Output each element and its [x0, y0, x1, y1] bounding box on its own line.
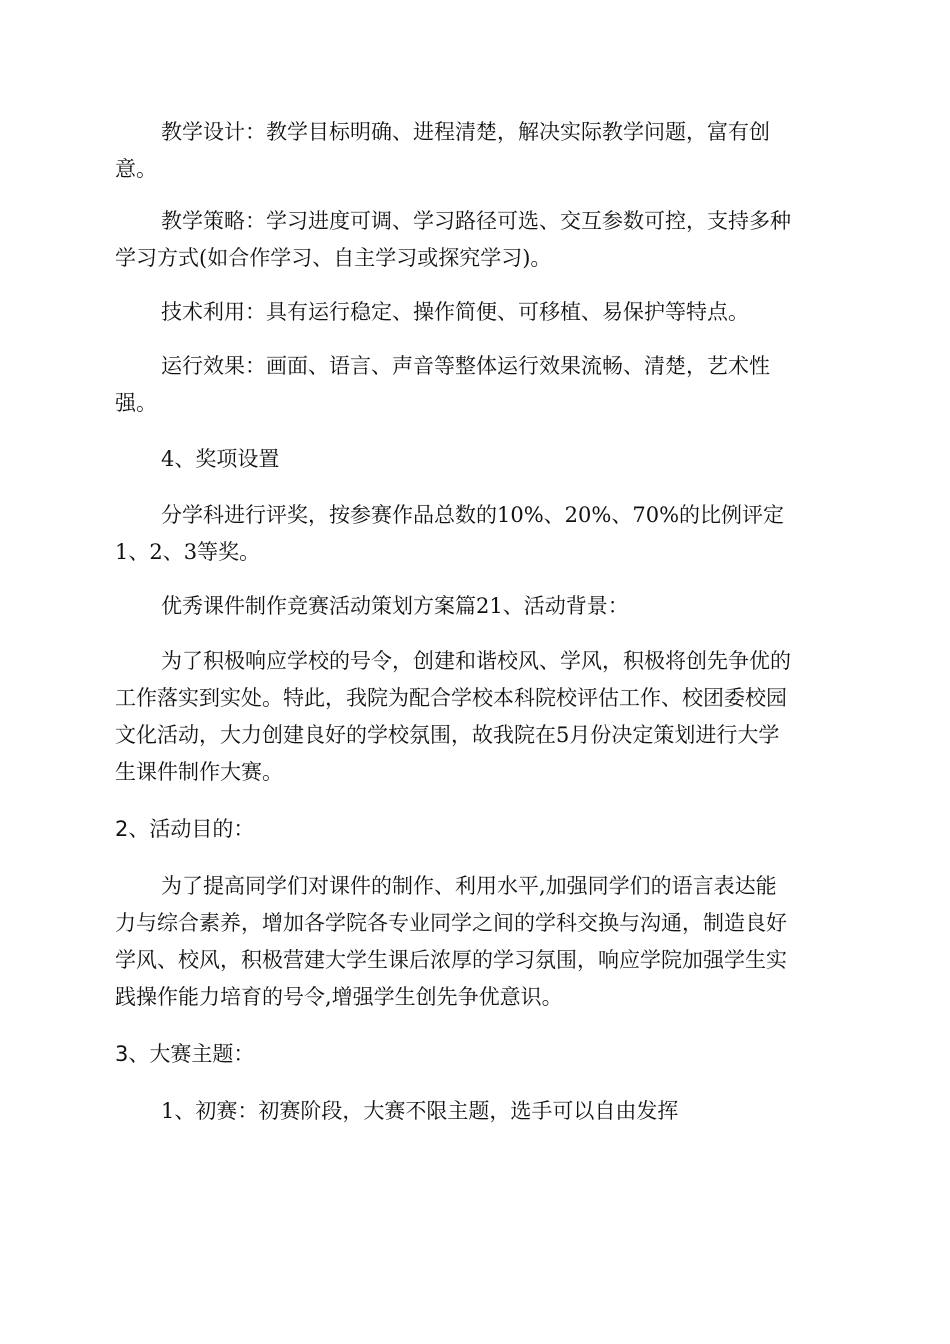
paragraph-awards	[115, 497, 835, 571]
text-line: 2、活动目的：	[115, 817, 255, 841]
text-line: 技术利用：具有运行稳定、操作简便、可移植、易保护等特点。	[161, 300, 749, 324]
text-line: 生课件制作大赛。	[115, 760, 283, 784]
text-line: 强。	[115, 391, 157, 415]
paragraph-background	[115, 643, 835, 791]
text-line: 优秀课件制作竞赛活动策划方案篇21、活动背景：	[161, 594, 629, 618]
text-line: 学风、校风，积极营建大学生课后浓厚的学习氛围，响应学院加强学生实	[115, 948, 787, 972]
text-line: 1、初赛：初赛阶段，大赛不限主题，选手可以自由发挥	[161, 1099, 679, 1123]
text-line: 践操作能力培育的号令,增强学生创先争优意识。	[115, 985, 563, 1009]
heading-purpose	[115, 811, 835, 848]
text-line: 学习方式(如合作学习、自主学习或探究学习)。	[115, 246, 552, 270]
text-line: 文化活动，大力创建良好的学校氛围，故我院在5月份决定策划进行大学	[115, 723, 780, 747]
text-line: 意。	[115, 157, 157, 181]
paragraph-theme-preliminary	[115, 1093, 835, 1130]
text-line: 教学设计：教学目标明确、进程清楚，解决实际教学问题，富有创	[161, 120, 770, 144]
heading-plan-title	[115, 588, 835, 625]
heading-awards	[115, 441, 835, 478]
text-line: 为了积极响应学校的号令，创建和谐校风、学风，积极将创先争优的	[161, 649, 791, 673]
text-line: 为了提高同学们对课件的制作、利用水平,加强同学们的语言表达能	[161, 874, 777, 898]
text-line: 教学策略：学习进度可调、学习路径可选、交互参数可控，支持多种	[161, 209, 791, 233]
text-line: 运行效果：画面、语言、声音等整体运行效果流畅、清楚，艺术性	[161, 354, 770, 378]
paragraph-teaching-design	[115, 114, 835, 188]
paragraph-technology	[115, 294, 835, 331]
text-line: 工作落实到实处。特此，我院为配合学校本科院校评估工作、校团委校园	[115, 686, 787, 710]
text-line: 力与综合素养，增加各学院各专业同学之间的学科交换与沟通，制造良好	[115, 911, 787, 935]
text-line: 3、大赛主题：	[115, 1042, 255, 1066]
heading-theme	[115, 1036, 835, 1073]
text-line: 分学科进行评奖，按参赛作品总数的10%、20%、70%的比例评定	[161, 503, 785, 527]
paragraph-effect	[115, 348, 835, 422]
paragraph-purpose	[115, 868, 835, 1016]
text-line: 4、奖项设置	[161, 447, 280, 471]
text-line: 1、2、3等奖。	[115, 540, 261, 564]
paragraph-teaching-strategy	[115, 203, 835, 277]
